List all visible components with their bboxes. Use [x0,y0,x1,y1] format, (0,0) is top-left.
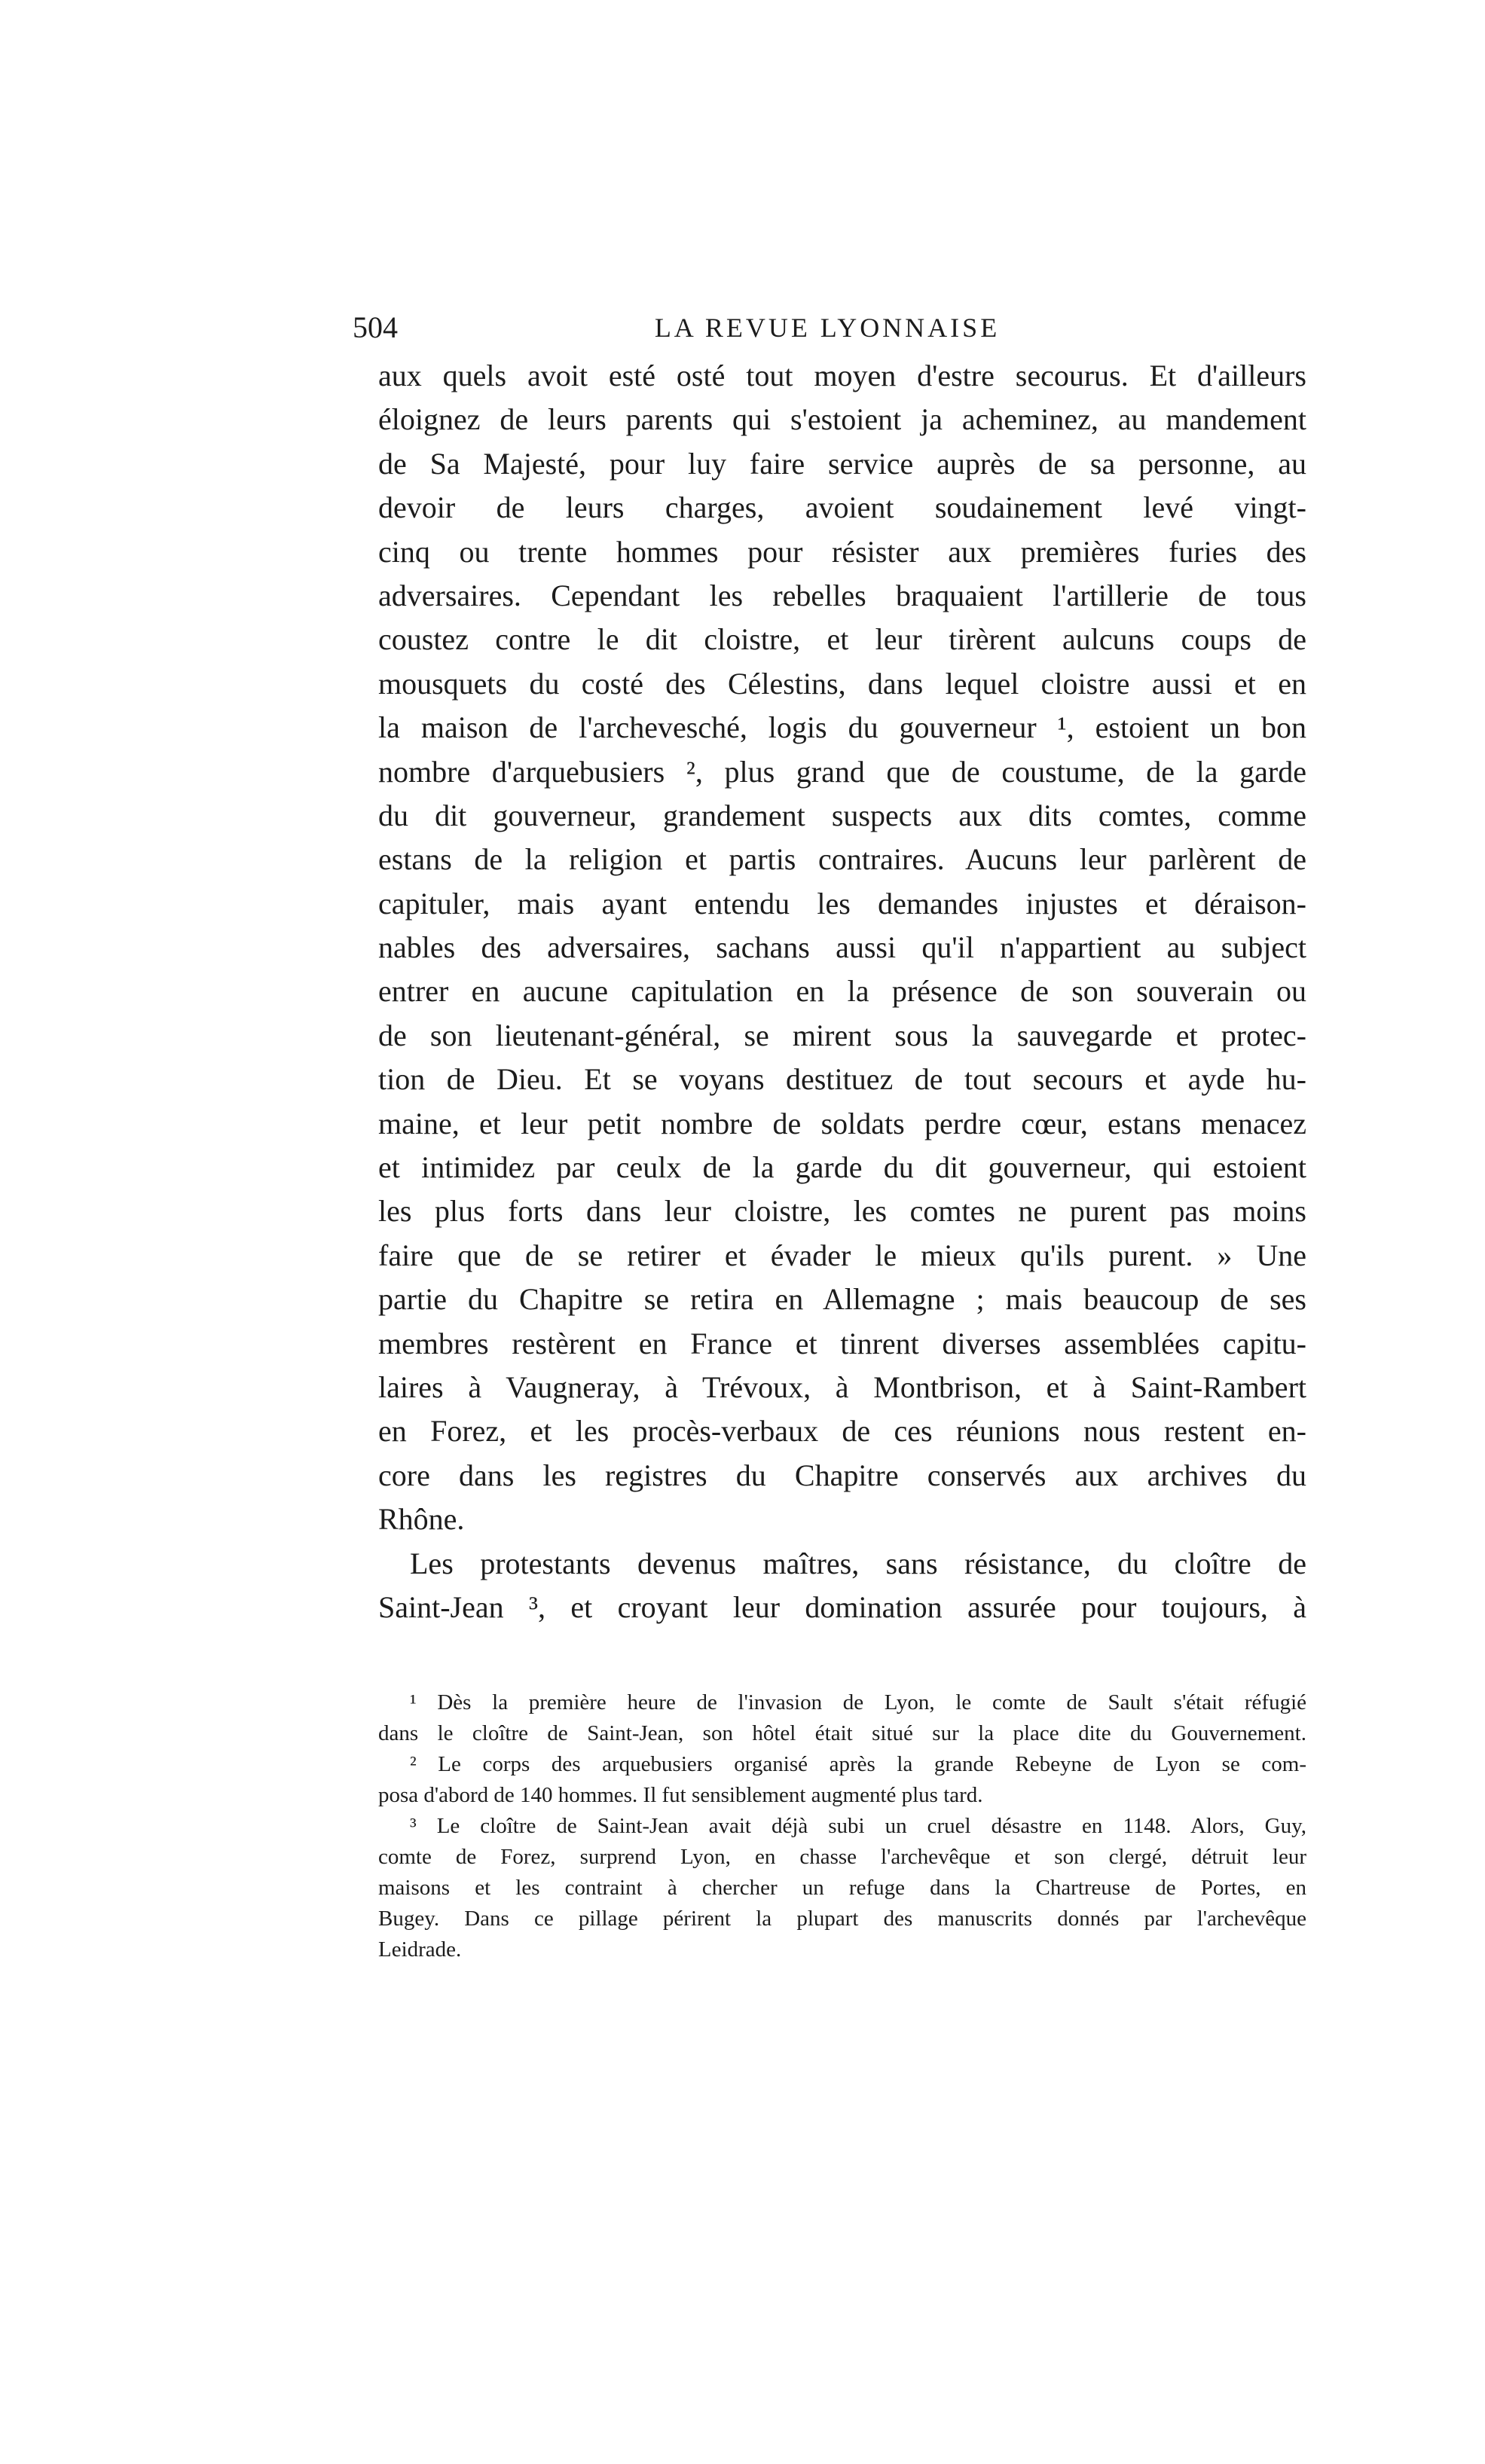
body-line: adversaires. Cependant les rebelles braquaient l'artillerie de tous [378,578,1306,612]
body-line: faire que de se retirer et évader le mieux qu'ils purent. » Une [378,1238,1306,1272]
body-line: de son lieutenant-général, se mirent sous la sauvegarde et protec- [378,1018,1306,1052]
body-line: Les protestants devenus maîtres, sans résistance, du cloître de [410,1546,1306,1580]
footnote-line: ¹ Dès la première heure de l'invasion de Lyon, le comte de Sault s'était réfugié [410,1690,1306,1714]
footnote-line: dans le cloître de Saint-Jean, son hôtel était situé sur la place dite du Gouvernement. [378,1721,1306,1745]
page-number: 504 [353,310,398,344]
body-line: la maison de l'archevesché, logis du gouverneur ¹, estoient un bon [378,710,1306,745]
footnotes [378,1687,1306,1965]
body-line: tion de Dieu. Et se voyans destituez de tout secours et ayde hu- [378,1062,1306,1097]
body-line: membres restèrent en France et tinrent diverses assemblées capitu- [378,1326,1306,1360]
body-line: et intimidez par ceulx de la garde du dit gouverneur, qui estoient [378,1150,1306,1185]
body-line: core dans les registres du Chapitre conservés aux archives du [378,1458,1306,1492]
body-line: cinq ou trente hommes pour résister aux premières furies des [378,534,1306,569]
body-line: Rhône. [378,1502,465,1537]
body-line: aux quels avoit esté osté tout moyen d'estre secourus. Et d'ailleurs [378,359,1306,392]
body-line: coustez contre le dit cloistre, et leur tirèrent aulcuns coups de [378,622,1306,657]
body-line: nombre d'arquebusiers ², plus grand que de coustume, de la garde [378,754,1306,789]
body-text [378,354,1306,1629]
body-line: maine, et leur petit nombre de soldats perdre cœur, estans menacez [378,1106,1306,1140]
body-line: capituler, mais ayant entendu les demandes injustes et déraison- [378,886,1306,921]
body-line: les plus forts dans leur cloistre, les comtes ne purent pas moins [378,1194,1306,1229]
footnote-line: Leidrade. [378,1937,462,1962]
body-line: partie du Chapitre se retira en Allemagne ; mais beaucoup de ses [378,1282,1306,1317]
body-line: mousquets du costé des Célestins, dans lequel cloistre aussi et en [378,666,1306,701]
body-line: de Sa Majesté, pour luy faire service auprès de sa personne, au [378,446,1306,481]
body-line: laires à Vaugneray, à Trévoux, à Montbrison, et à Saint-Rambert [378,1369,1306,1404]
footnote-line: comte de Forez, surprend Lyon, en chasse l'archevêque et son clergé, détruit leur [378,1845,1306,1869]
running-head [353,305,1302,350]
body-line: devoir de leurs charges, avoient soudainement levé vingt- [378,490,1306,525]
body-line: en Forez, et les procès-verbaux de ces réunions nous restent en- [378,1414,1306,1449]
footnote-line: ² Le corps des arquebusiers organisé après la grande Rebeyne de Lyon se com- [410,1752,1306,1776]
body-line: estans de la religion et partis contraires. Aucuns leur parlèrent de [378,842,1306,877]
footnote-line: maisons et les contraint à chercher un refuge dans la Chartreuse de Portes, en [378,1876,1306,1900]
body-line: entrer en aucune capitulation en la présence de son souverain ou [378,974,1306,1009]
footnote-line: ³ Le cloître de Saint-Jean avait déjà subi un cruel désastre en 1148. Alors, Guy, [410,1814,1306,1838]
body-line: nables des adversaires, sachans aussi qu'il n'appartient au subject [378,930,1306,965]
running-title: LA REVUE LYONNAISE [654,313,1001,343]
body-line: du dit gouverneur, grandement suspects aux dits comtes, comme [378,798,1306,832]
body-line: Saint-Jean ³, et croyant leur domination assurée pour toujours, à [378,1589,1306,1624]
body-line: éloignez de leurs parents qui s'estoient ja acheminez, au mandement [378,402,1306,437]
footnote-line: Bugey. Dans ce pillage périrent la plupart des manuscrits donnés par l'archevêque [378,1907,1306,1931]
footnote-line: posa d'abord de 140 hommes. Il fut sensiblement augmenté plus tard. [378,1783,983,1807]
